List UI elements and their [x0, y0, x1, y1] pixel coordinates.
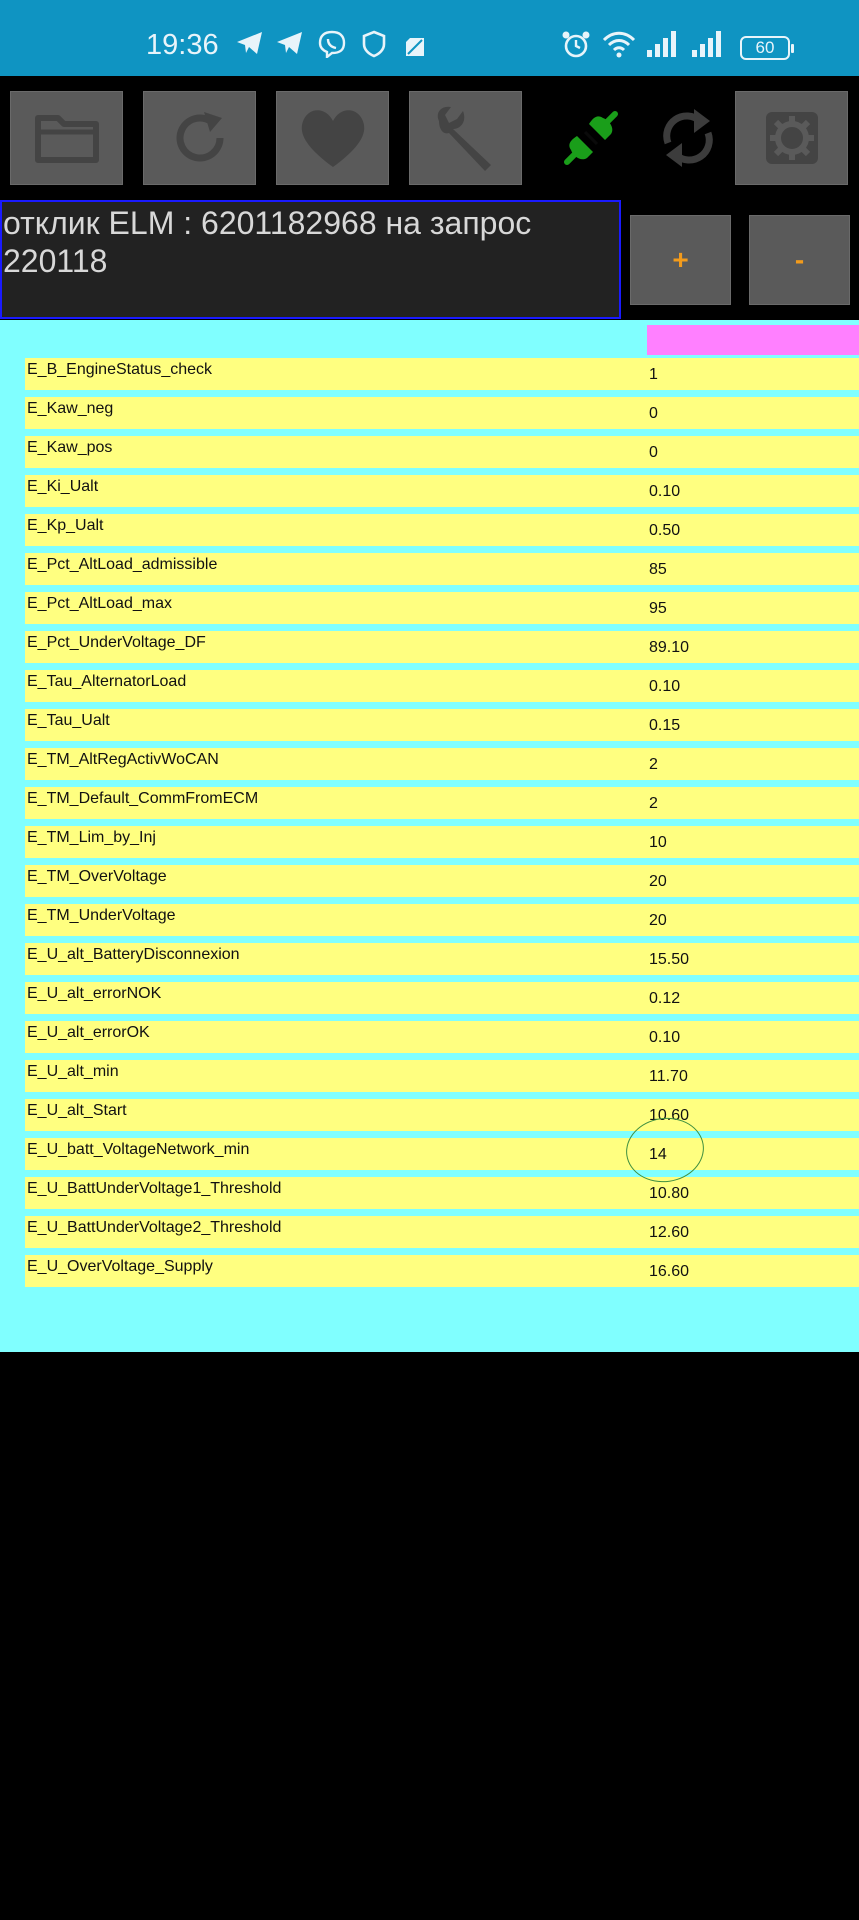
parameter-value[interactable]: 0: [649, 444, 658, 461]
parameter-name: E_U_BattUnderVoltage1_Threshold: [27, 1180, 282, 1197]
parameter-name: E_U_batt_VoltageNetwork_min: [27, 1141, 250, 1158]
plug-icon: [559, 106, 623, 170]
parameter-value[interactable]: 16.60: [649, 1263, 690, 1280]
table-row[interactable]: [25, 631, 859, 663]
parameter-value[interactable]: 2: [649, 795, 658, 812]
parameter-value[interactable]: 95: [649, 600, 667, 617]
table-row[interactable]: [25, 397, 859, 429]
connect-button[interactable]: [555, 95, 627, 181]
parameter-name: E_B_EngineStatus_check: [27, 361, 213, 378]
parameter-name: E_TM_UnderVoltage: [27, 907, 176, 924]
table-row[interactable]: [25, 1177, 859, 1209]
minus-button[interactable]: -: [749, 215, 850, 305]
shield-icon: [362, 30, 386, 58]
parameter-value[interactable]: 89.10: [649, 639, 690, 656]
table-row[interactable]: [25, 709, 859, 741]
parameter-name: E_U_alt_min: [27, 1063, 119, 1080]
folder-icon: [34, 112, 100, 164]
table-row[interactable]: [25, 1255, 859, 1287]
sync-icon: [658, 103, 718, 173]
table-row[interactable]: [25, 1099, 859, 1131]
viber-icon: [318, 30, 346, 58]
plus-button[interactable]: +: [630, 215, 731, 305]
battery-icon: 60: [740, 36, 790, 60]
tools-button[interactable]: [409, 91, 522, 185]
parameter-name: E_Ki_Ualt: [27, 478, 99, 495]
table-row[interactable]: [25, 826, 859, 858]
parameter-name: E_U_alt_BatteryDisconnexion: [27, 946, 240, 963]
table-row[interactable]: [25, 982, 859, 1014]
elm-response-display: отклик ELM : 6201182968 на запрос 220118: [0, 200, 621, 319]
telegram-icon: [275, 30, 305, 56]
parameter-value[interactable]: 20: [649, 873, 667, 890]
parameter-value[interactable]: 1: [649, 366, 658, 383]
parameter-value[interactable]: 15.50: [649, 951, 690, 968]
parameter-name: E_Kp_Ualt: [27, 517, 104, 534]
parameter-value[interactable]: 10.60: [649, 1107, 690, 1124]
parameter-name: E_U_alt_Start: [27, 1102, 127, 1119]
status-time: 19:36: [146, 29, 219, 61]
table-row[interactable]: [25, 787, 859, 819]
parameter-value[interactable]: 10: [649, 834, 667, 851]
parameter-name: E_TM_Lim_by_Inj: [27, 829, 156, 846]
telegram-icon: [235, 30, 265, 56]
signal-icon: [691, 30, 725, 58]
parameter-value[interactable]: 0.50: [649, 522, 681, 539]
parameter-value[interactable]: 2: [649, 756, 658, 773]
table-row[interactable]: [25, 1021, 859, 1053]
parameter-name: E_TM_AltRegActivWoCAN: [27, 751, 219, 768]
parameter-name: E_Pct_UnderVoltage_DF: [27, 634, 206, 651]
parameter-value[interactable]: 0.10: [649, 1029, 681, 1046]
alarm-icon: [561, 30, 591, 60]
table-row[interactable]: [25, 358, 859, 390]
parameter-value[interactable]: 20: [649, 912, 667, 929]
table-row[interactable]: [25, 670, 859, 702]
sync-button[interactable]: [652, 95, 724, 181]
parameter-name: E_Tau_AlternatorLoad: [27, 673, 187, 690]
parameter-value[interactable]: 0.12: [649, 990, 681, 1007]
table-row[interactable]: [25, 943, 859, 975]
no-sim-icon: [404, 36, 426, 58]
table-row[interactable]: [25, 436, 859, 468]
refresh-button[interactable]: [143, 91, 256, 185]
table-row[interactable]: [25, 865, 859, 897]
parameter-name: E_TM_Default_CommFromECM: [27, 790, 259, 807]
wrench-icon: [431, 103, 501, 173]
value-column-header: [647, 325, 859, 355]
table-row[interactable]: [25, 748, 859, 780]
parameter-name: E_Kaw_neg: [27, 400, 114, 417]
favorite-button[interactable]: [276, 91, 389, 185]
table-row[interactable]: [25, 1138, 859, 1170]
parameter-name: E_Kaw_pos: [27, 439, 113, 456]
parameter-value[interactable]: 10.80: [649, 1185, 690, 1202]
table-row[interactable]: [25, 475, 859, 507]
table-row[interactable]: [25, 553, 859, 585]
parameter-name: E_U_alt_errorOK: [27, 1024, 150, 1041]
table-row[interactable]: [25, 514, 859, 546]
wifi-icon: [602, 30, 636, 58]
parameter-value[interactable]: 0: [649, 405, 658, 422]
table-row[interactable]: [25, 1216, 859, 1248]
parameter-name: E_U_alt_errorNOK: [27, 985, 162, 1002]
parameter-value[interactable]: 0.15: [649, 717, 681, 734]
settings-button[interactable]: [735, 91, 848, 185]
parameter-name: E_TM_OverVoltage: [27, 868, 167, 885]
parameter-value[interactable]: 11.70: [649, 1068, 688, 1085]
table-row[interactable]: [25, 592, 859, 624]
parameter-name: E_U_BattUnderVoltage2_Threshold: [27, 1219, 282, 1236]
gear-icon: [762, 108, 822, 168]
parameter-value[interactable]: 14: [649, 1146, 667, 1163]
heart-icon: [298, 107, 368, 169]
parameter-name: E_Pct_AltLoad_max: [27, 595, 172, 612]
parameter-name: E_Tau_Ualt: [27, 712, 110, 729]
open-file-button[interactable]: [10, 91, 123, 185]
parameter-value[interactable]: 0.10: [649, 678, 681, 695]
parameter-value[interactable]: 85: [649, 561, 667, 578]
status-bar: [0, 0, 859, 76]
parameter-name: E_U_OverVoltage_Supply: [27, 1258, 213, 1275]
signal-icon: [646, 30, 680, 58]
parameter-table: [0, 320, 859, 1352]
table-row[interactable]: [25, 904, 859, 936]
parameter-name: E_Pct_AltLoad_admissible: [27, 556, 218, 573]
table-row[interactable]: [25, 1060, 859, 1092]
parameter-value[interactable]: 0.10: [649, 483, 681, 500]
parameter-value[interactable]: 12.60: [649, 1224, 690, 1241]
refresh-icon: [170, 108, 230, 168]
